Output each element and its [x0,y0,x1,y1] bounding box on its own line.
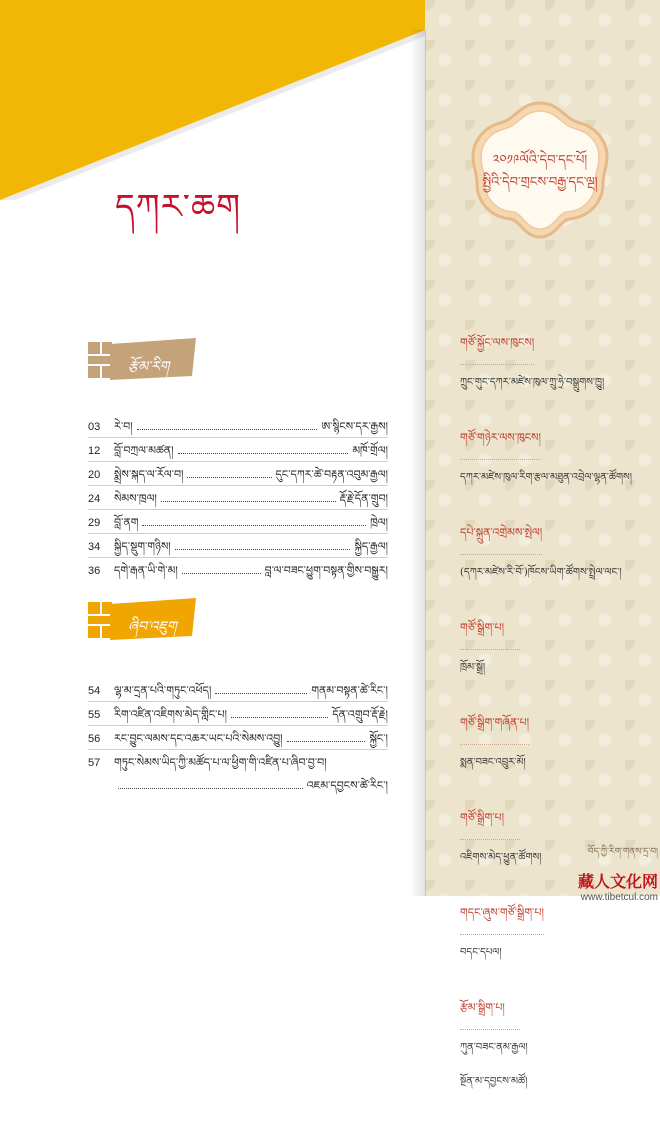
issue-badge-line1: ༢༠༡༩ལོའི་དེབ་དང་པོ། [492,153,588,168]
toc-author: ཨ་སྙིངས་དར་རྒྱས། [321,420,388,433]
toc-author: སྐྱོང་། [369,732,388,745]
credit-heading: གཙོ་གཉེར་ལས་ཁུངས། [460,425,541,460]
credit-line: བདང་དཔལ། [460,947,502,958]
toc-entry[interactable] [88,486,388,509]
staff-credits [460,330,650,1124]
toc-section-research [88,678,388,796]
toc-entry[interactable] [88,462,388,485]
panel-shadow [410,30,426,896]
toc-entry[interactable] [88,702,388,725]
toc-title: རིག་འཛིན་འཇིགས་མེད་གླིང་པ། [114,708,227,721]
credit-line: (དཀར་མཛེས་རི་བོ་)ཁོངས་ཡིག་ཚོགས་སྤྲེལ་ལང་། [460,567,622,578]
toc-author: སྐྱིད་རྒྱལ། [354,540,388,553]
credit-line: ཁྲོམ་སྒྲོ། [460,662,486,673]
toc-leader-dots [175,549,351,550]
toc-leader-dots [118,788,303,789]
credit-line: དཀར་མཛེས་ཁུལ་རིག་རྩལ་མཐུན་འབྲེལ་ལྷན་ཚོགས། [460,472,632,483]
toc-leader-dots [137,429,318,430]
toc-author: ཁྲེལ། [370,516,388,529]
credit-item [460,615,650,684]
toc-leader-dots [287,741,366,742]
toc-author: དོན་འགྲུབ་རྡོ་རྗེ། [332,708,388,721]
toc-leader-dots [187,477,271,478]
credit-item [460,900,650,969]
credit-heading: དཔེ་སྐྲུན་འགྲེམས་སྤེལ། [460,520,542,555]
credit-heading: གཙོ་སྒྲིག་པ། [460,615,520,650]
toc-page-number: 12 [88,445,101,457]
toc-page-number: 29 [88,517,101,529]
toc-page-number: 36 [88,565,101,577]
toc-page-number: 24 [88,493,101,505]
toc-leader-dots [142,525,366,526]
toc-leader-dots [231,717,328,718]
credit-heading: རྩོམ་སྒྲིག་པ། [460,995,520,1030]
site-watermark [528,842,658,903]
watermark-url: www.tibetcul.com [580,892,658,903]
toc-page-number: 34 [88,541,101,553]
toc-title: སྐྱིད་སྡུག་གཉིས། [114,540,171,553]
credit-heading: གཙོ་སྐྱོང་ལས་ཁུངས། [460,330,534,365]
toc-title: བློ་བཀྲལ་མཚན། [114,444,174,457]
toc-page-number: 55 [88,709,101,721]
toc-entry[interactable] [88,750,388,773]
credit-line: སྨན་བཟང་འབྲུར་མོ། [460,757,526,768]
toc-leader-dots [215,693,307,694]
toc-title: བློ་ནག [114,516,139,529]
section-label: རྩོམ་རིག [128,359,170,375]
section-label: ཞིབ་འཇུག [128,619,177,635]
toc-author: གནམ་བསྟན་ཚེ་རིང་། [311,684,388,697]
toc-author: དུང་དཀར་ཚེ་བརྟན་འབུམ་རྒྱལ། [275,468,388,481]
credit-line: འཇིགས་མེད་ཕྱུན་ཚོགས། [460,852,542,863]
toc-author: འཇམ་དབྱངས་ཚེ་རིང་། [306,779,388,792]
credit-line: ཀྲུང་གུང་དཀར་མཛེས་ཁུལ་ཀྲུ་ཧྲེ་བསྒྲུགས་ཁྱུ། [460,377,605,388]
credit-item [460,425,650,494]
toc-title: སེམས་ཁྲལ། [114,492,157,505]
credit-heading: གཙོ་སྒྲིག་པ། [460,805,520,840]
toc-page-number: 57 [88,757,101,769]
credit-heading: གཙོ་སྒྲིག་གཞོན་པ། [460,710,529,745]
toc-title: ལྷ་མ་དྲན་པའི་གཏུང་འཕོད། [114,684,212,697]
toc-leader-dots [161,501,336,502]
credit-heading: གདང་ཞུས་གཙོ་སྒྲིག་པ། [460,900,544,935]
toc-page-number: 03 [88,421,101,433]
issue-badge-text [470,150,610,194]
toc-leader-dots [178,453,349,454]
toc-page-number: 20 [88,469,101,481]
toc-entry[interactable] [88,678,388,701]
toc-title: དགེ་རྒན་ཡི་གེ་མ། [114,564,178,577]
toc-title: རེ་བ། [114,420,133,433]
toc-section-literature [88,414,388,581]
toc-title: རང་བྱུང་ལམས་དང་འཆར་ཡང་པའི་སེམས་འབྱུ། [114,732,283,745]
toc-author: མཁོ་གྲོལ། [352,444,388,457]
toc-author: རྡོ་རྗེ་དོན་གྲུབ། [339,492,388,505]
credit-item [460,520,650,589]
credit-item [460,330,650,399]
toc-entry[interactable] [88,414,388,437]
credit-line: སྔོན་མ་དབྱངས་མཚོ། [460,1076,528,1087]
credit-item [460,710,650,779]
issue-badge-line2: སྤྱིའི་དེབ་གྲངས་བརྒྱ་དང་ལྔ། [482,175,598,190]
toc-entry[interactable] [88,534,388,557]
watermark-tibetan: བོད་ཀྱི་རིག་གནས་དྲ་བ། [587,847,658,857]
credit-line: ཀུན་བཟང་ནམ་རྒྱལ། [460,1042,528,1053]
section-tag-literature [88,336,198,384]
toc-page-number: 54 [88,685,101,697]
toc-title: གཏུང་སེམས་ཡིད་ཀྱི་མཚོད་པ་ལ་ཕྱིག་གི་འཛིན་པ་ཞིབ་བྱ་བ། [114,756,327,769]
toc-title: སྨྲེས་སྐད་ལ་རོལ་བ། [114,468,184,481]
toc-author: བླ་ལ་བཟང་ཕྱུག་བསྟན་གྱིས་བསྒྱུར། [264,564,388,577]
page-title: དཀར་ཆག [115,187,242,227]
toc-entry[interactable] [88,558,388,581]
watermark-chinese: 藏人文化网 [577,872,658,891]
toc-leader-dots [182,573,261,574]
section-tag-research [88,596,198,644]
credit-item [460,995,650,1098]
toc-page-number: 56 [88,733,101,745]
